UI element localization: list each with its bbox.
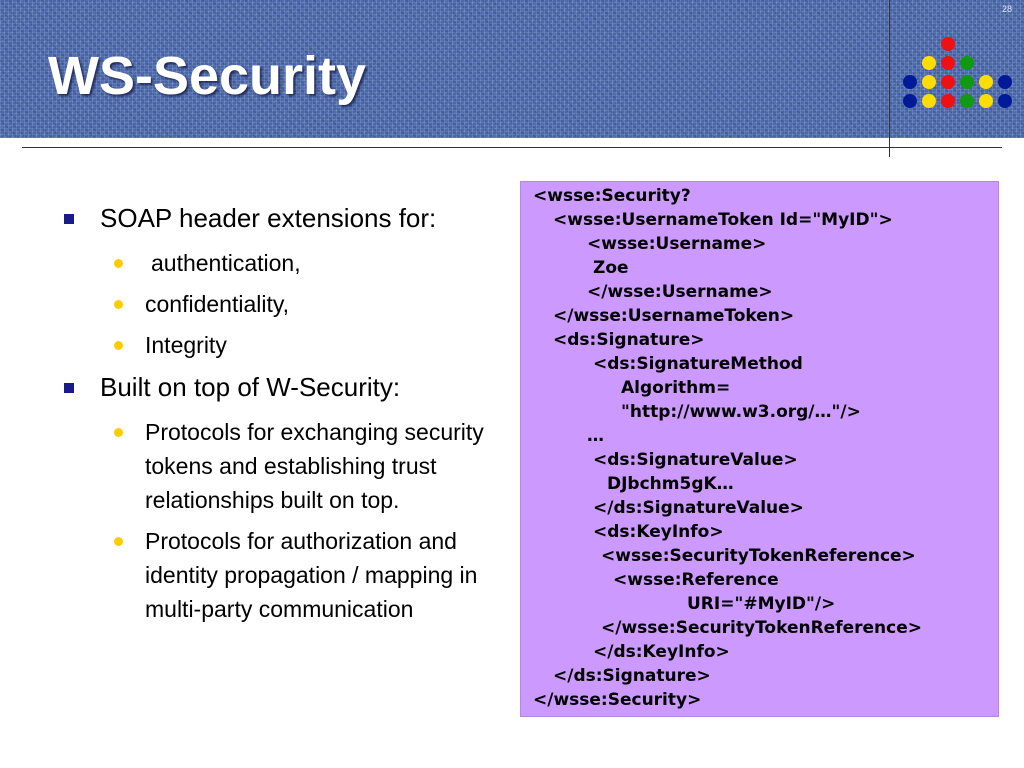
code-line: </ds:KeyInfo> xyxy=(593,642,730,662)
dot-icon xyxy=(941,75,955,89)
code-line: <ds:Signature> xyxy=(553,330,705,350)
dot-icon xyxy=(922,75,936,89)
dot-icon xyxy=(903,94,917,108)
dot-icon xyxy=(998,94,1012,108)
sub-bullet-text: Integrity xyxy=(145,332,227,358)
page-number: 28 xyxy=(1001,4,1012,14)
bullet-text: SOAP header extensions for: xyxy=(100,203,437,233)
code-line: </wsse:SecurityTokenReference> xyxy=(601,618,923,638)
horizontal-rule xyxy=(22,147,1002,148)
square-bullet-icon xyxy=(64,383,74,393)
dot-icon xyxy=(922,56,936,70)
round-bullet-icon xyxy=(114,537,123,546)
round-bullet-icon xyxy=(114,259,123,268)
bullet-text: Built on top of W-Security: xyxy=(100,372,401,402)
sub-bullet-text: Protocols for authorization and identity propagation / mapping in multi-party communication xyxy=(145,528,478,622)
sub-bullet-item xyxy=(62,328,502,362)
code-line: DJbchm5gK… xyxy=(607,474,734,494)
code-line: </ds:Signature> xyxy=(553,666,711,686)
sub-bullet-text: authentication, xyxy=(151,250,301,276)
dot-icon xyxy=(941,37,955,51)
bullet-item xyxy=(62,369,502,405)
sub-bullet-item xyxy=(62,287,502,321)
code-line: URI="#MyID"/> xyxy=(687,594,836,614)
dot-icon xyxy=(960,94,974,108)
code-line: … xyxy=(587,426,604,446)
sub-bullet-item xyxy=(62,246,502,280)
round-bullet-icon xyxy=(114,300,123,309)
sub-bullet-text: confidentiality, xyxy=(145,291,290,317)
code-line: <ds:SignatureMethod xyxy=(593,354,803,374)
code-line: <ds:KeyInfo> xyxy=(593,522,724,542)
code-line: </wsse:Security> xyxy=(533,690,702,710)
dot-icon xyxy=(903,75,917,89)
code-box xyxy=(520,181,999,717)
dot-icon xyxy=(941,56,955,70)
code-line: </ds:SignatureValue> xyxy=(593,498,804,518)
bullet-list xyxy=(62,200,502,633)
vertical-rule xyxy=(889,0,890,157)
round-bullet-icon xyxy=(114,428,123,437)
code-line: Zoe xyxy=(593,258,629,278)
dot-icon xyxy=(979,75,993,89)
code-line: <wsse:Username> xyxy=(587,234,767,254)
code-line: <wsse:SecurityTokenReference> xyxy=(601,546,916,566)
sub-bullet-list xyxy=(62,246,502,362)
code-line: <wsse:Security? xyxy=(533,186,691,206)
code-line: <ds:SignatureValue> xyxy=(593,450,798,470)
slide-title: WS-Security xyxy=(48,46,367,106)
dot-icon xyxy=(941,94,955,108)
dot-icon xyxy=(922,94,936,108)
sub-bullet-list xyxy=(62,415,502,626)
code-line: Algorithm= xyxy=(621,378,731,398)
dot-icon xyxy=(960,56,974,70)
round-bullet-icon xyxy=(114,341,123,350)
code-line: </wsse:Username> xyxy=(587,282,773,302)
dot-icon xyxy=(960,75,974,89)
sub-bullet-item xyxy=(62,524,502,626)
sub-bullet-text: Protocols for exchanging security tokens and establishing trust relationships built on top. xyxy=(145,419,484,513)
code-line: "http://www.w3.org/…"/> xyxy=(621,402,861,422)
code-line: <wsse:UsernameToken Id="MyID"> xyxy=(553,210,893,230)
dot-icon xyxy=(998,75,1012,89)
dot-icon xyxy=(979,94,993,108)
square-bullet-icon xyxy=(64,214,74,224)
bullet-item xyxy=(62,200,502,236)
code-line: <wsse:Reference xyxy=(613,570,779,590)
sub-bullet-item xyxy=(62,415,502,517)
code-line: </wsse:UsernameToken> xyxy=(553,306,795,326)
